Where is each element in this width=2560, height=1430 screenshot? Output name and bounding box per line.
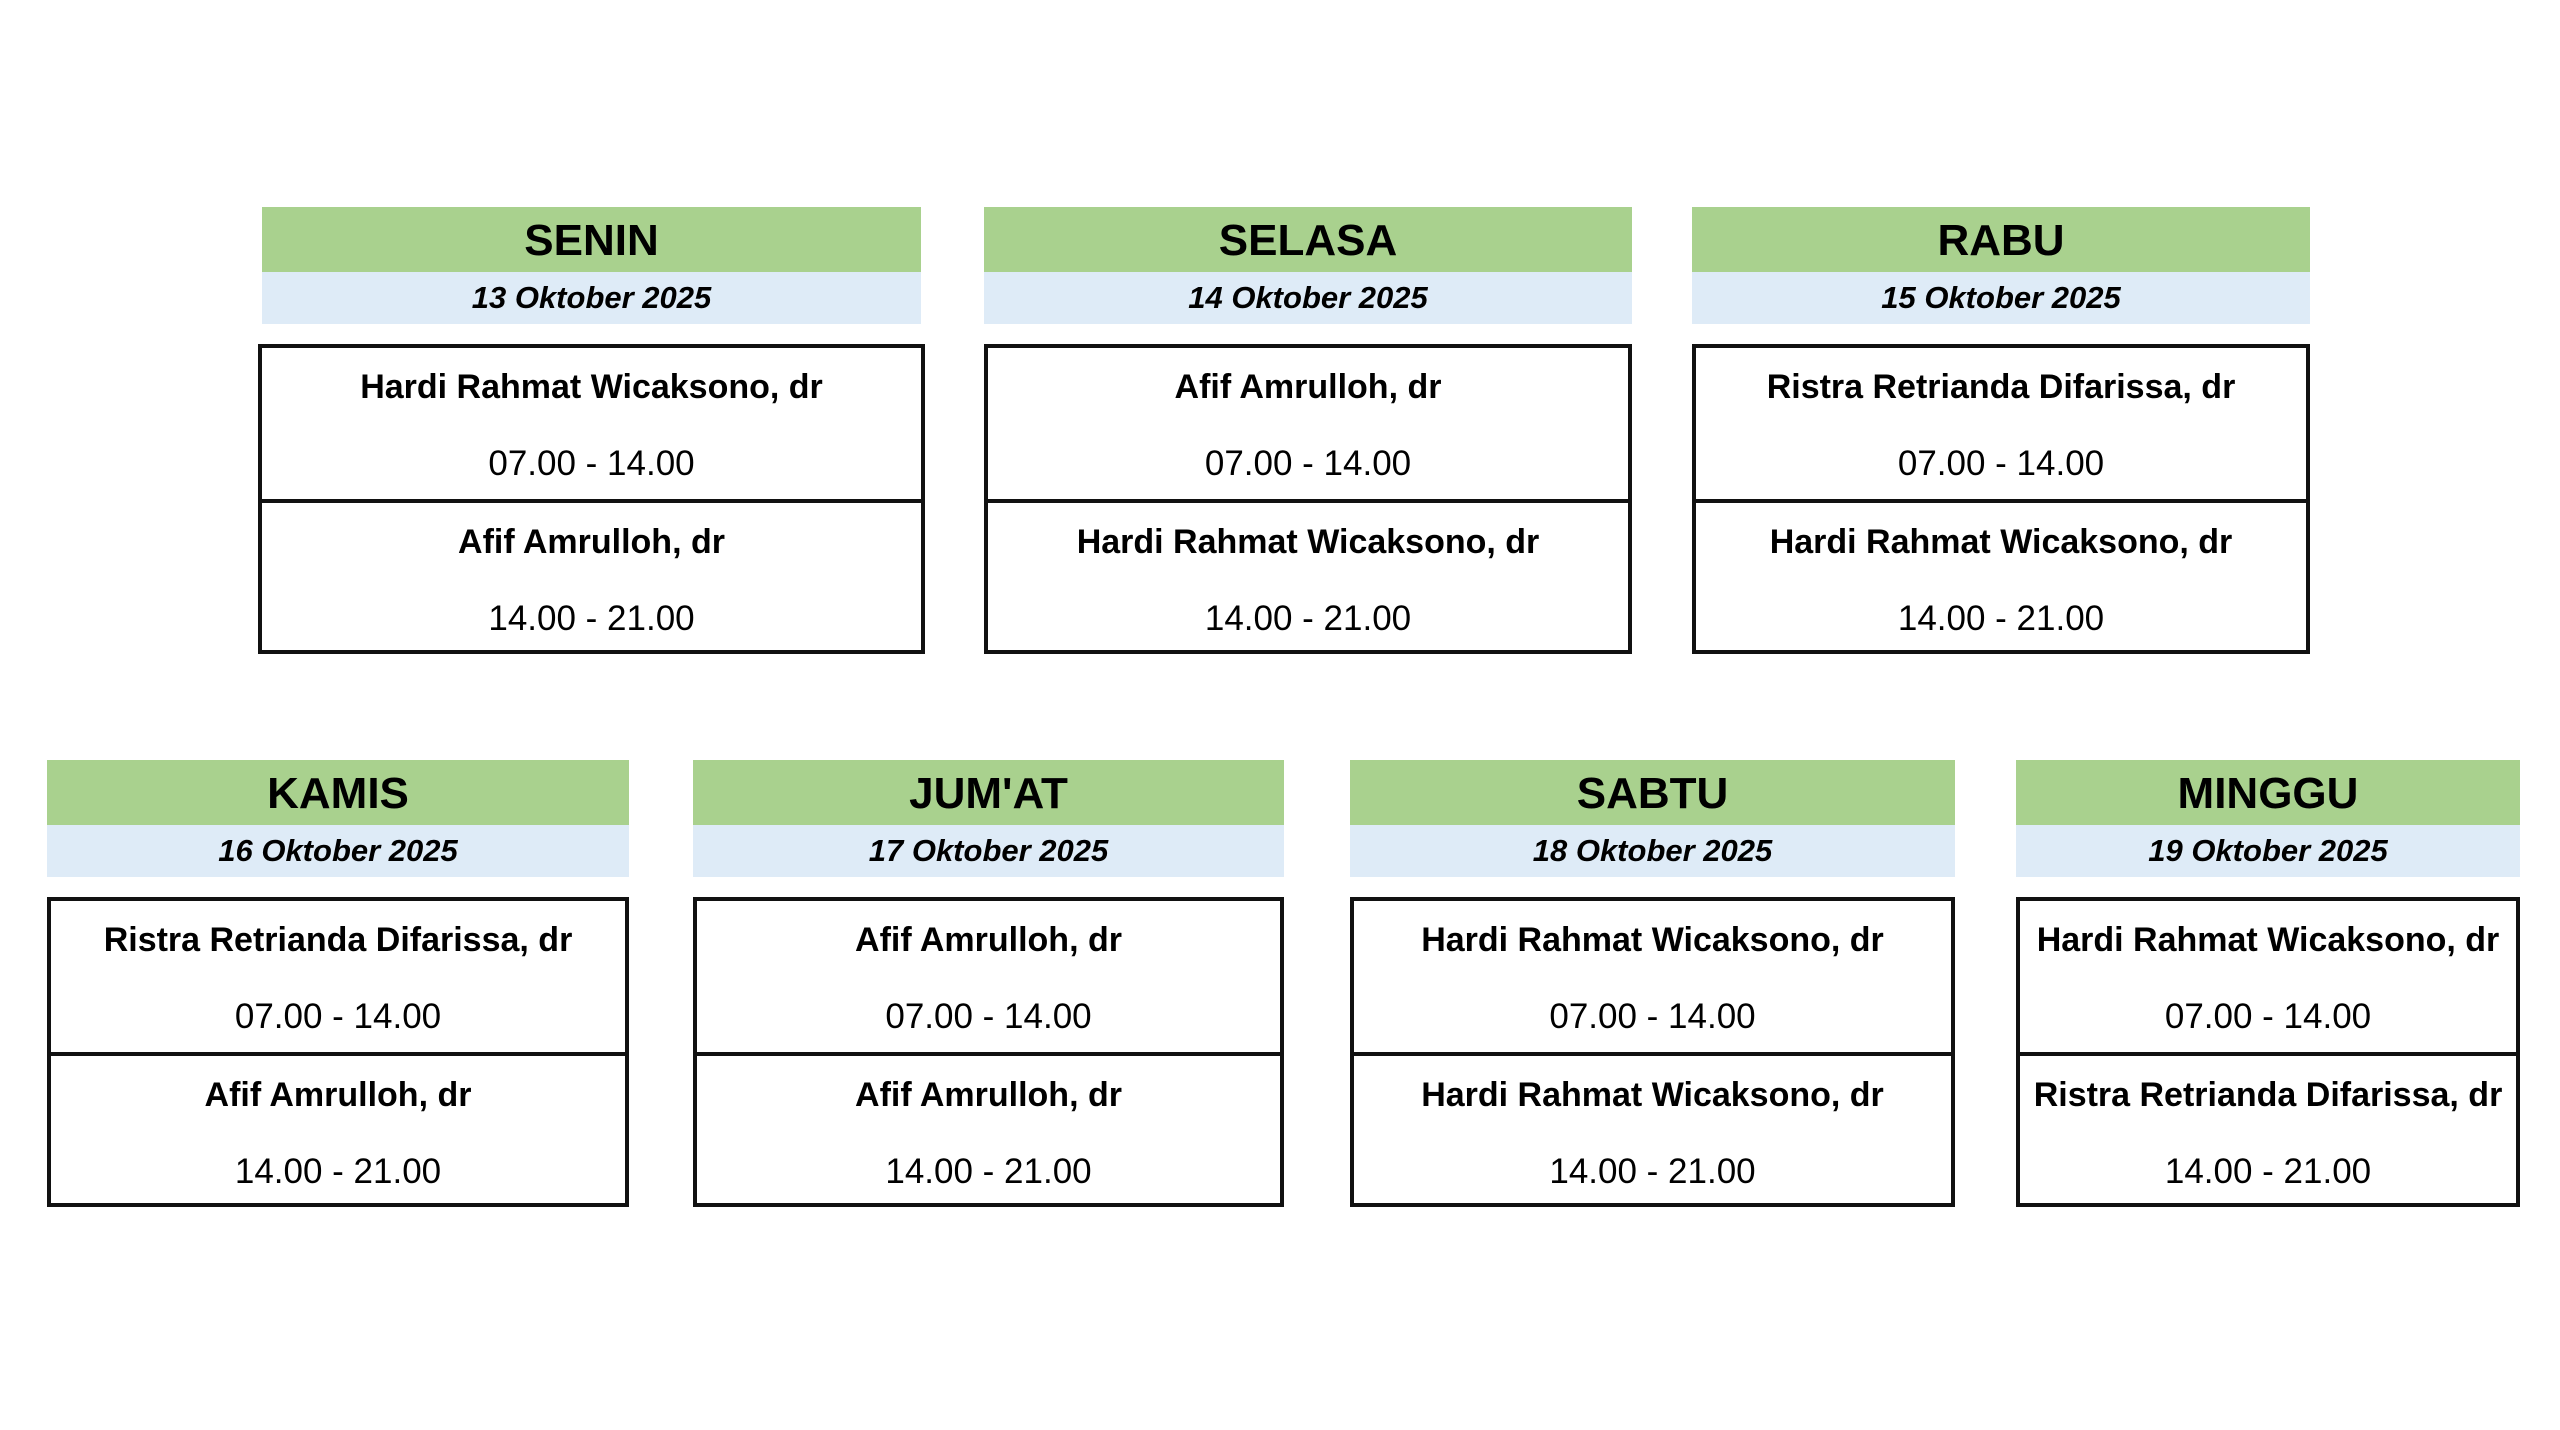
doctor-name: Afif Amrulloh, dr [855,921,1122,959]
shift-hours: 14.00 - 21.00 [2164,1152,2372,1191]
day-date: 16 Oktober 2025 [47,825,629,877]
day-card-senin [262,207,925,654]
shift-morning [262,348,921,499]
shift-hours: 14.00 - 21.00 [1897,599,2105,638]
day-date: 18 Oktober 2025 [1350,825,1955,877]
shift-table [693,897,1284,1207]
shift-hours: 14.00 - 21.00 [1549,1152,1756,1191]
doctor-name: Hardi Rahmat Wicaksono, dr [1421,921,1884,959]
shift-hours: 07.00 - 14.00 [2164,997,2372,1036]
day-date: 19 Oktober 2025 [2016,825,2520,877]
shift-table [1350,897,1955,1207]
shift-hours: 07.00 - 14.00 [885,997,1092,1036]
shift-hours: 07.00 - 14.00 [1897,444,2105,483]
day-card-sabtu [1350,760,1955,1207]
shift-morning [988,348,1628,499]
shift-afternoon [2020,1052,2516,1203]
doctor-name: Ristra Retrianda Difarissa, dr [1766,368,2236,406]
doctor-name: Ristra Retrianda Difarissa, dr [2033,1076,2503,1114]
shift-hours: 07.00 - 14.00 [488,444,695,483]
shift-table [2016,897,2520,1207]
day-date: 13 Oktober 2025 [262,272,921,324]
shift-afternoon [1696,499,2306,650]
shift-morning [697,901,1280,1052]
day-card-rabu [1692,207,2310,654]
doctor-name: Hardi Rahmat Wicaksono, dr [1076,523,1540,561]
doctor-name: Ristra Retrianda Difarissa, dr [103,921,573,959]
day-name: JUM'AT [693,760,1284,825]
day-card-kamis [47,760,629,1207]
shift-afternoon [51,1052,625,1203]
doctor-name: Hardi Rahmat Wicaksono, dr [1769,523,2233,561]
shift-hours: 14.00 - 21.00 [234,1152,442,1191]
day-card-jumat [693,760,1284,1207]
day-name: KAMIS [47,760,629,825]
shift-table [258,344,925,654]
doctor-name: Afif Amrulloh, dr [855,1076,1122,1114]
day-card-minggu [2016,760,2520,1207]
shift-hours: 07.00 - 14.00 [234,997,442,1036]
day-date: 17 Oktober 2025 [693,825,1284,877]
day-date: 14 Oktober 2025 [984,272,1632,324]
day-name: MINGGU [2016,760,2520,825]
shift-table [984,344,1632,654]
shift-morning [2020,901,2516,1052]
day-name: SELASA [984,207,1632,272]
shift-morning [51,901,625,1052]
doctor-name: Afif Amrulloh, dr [1174,368,1442,406]
day-card-selasa [984,207,1632,654]
shift-hours: 07.00 - 14.00 [1549,997,1756,1036]
day-name: RABU [1692,207,2310,272]
shift-hours: 07.00 - 14.00 [1204,444,1412,483]
shift-hours: 14.00 - 21.00 [885,1152,1092,1191]
day-date: 15 Oktober 2025 [1692,272,2310,324]
shift-hours: 14.00 - 21.00 [1204,599,1412,638]
doctor-name: Hardi Rahmat Wicaksono, dr [1421,1076,1884,1114]
day-name: SENIN [262,207,921,272]
shift-morning [1696,348,2306,499]
day-name: SABTU [1350,760,1955,825]
shift-morning [1354,901,1951,1052]
shift-afternoon [988,499,1628,650]
doctor-name: Afif Amrulloh, dr [458,523,725,561]
doctor-name: Hardi Rahmat Wicaksono, dr [2036,921,2500,959]
doctor-name: Afif Amrulloh, dr [204,1076,472,1114]
shift-table [1692,344,2310,654]
doctor-name: Hardi Rahmat Wicaksono, dr [360,368,823,406]
shift-table [47,897,629,1207]
shift-afternoon [262,499,921,650]
shift-afternoon [1354,1052,1951,1203]
shift-hours: 14.00 - 21.00 [488,599,695,638]
shift-afternoon [697,1052,1280,1203]
